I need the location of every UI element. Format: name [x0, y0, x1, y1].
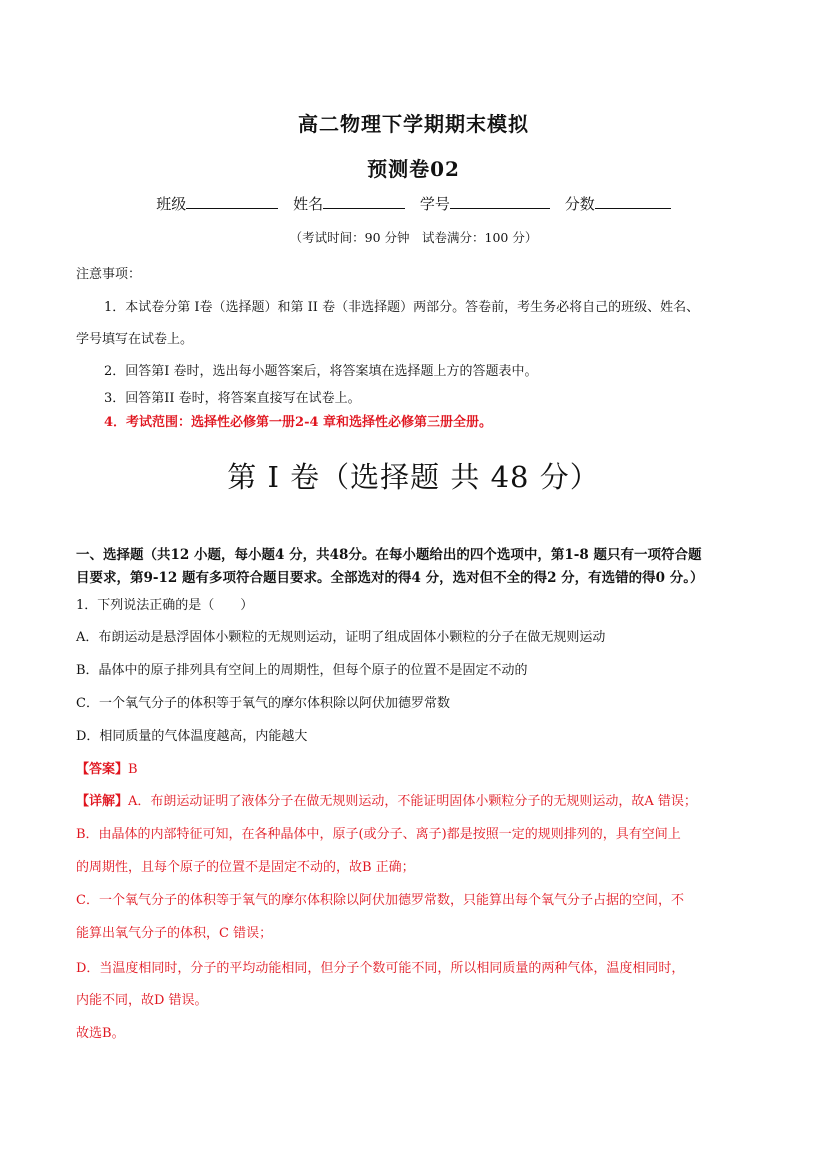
- note-4-exam-scope: 4．考试范围：选择性必修第一册2-4 章和选择性必修第三册全册。: [104, 415, 493, 430]
- class-blank: [186, 194, 278, 209]
- class-label: 班级: [156, 195, 187, 213]
- part1-instructions-continued: 目要求，第9-12 题有多项符合题目要求。全部选对的得4 分，选对但不全的得2 分，有选错的得0 分。）: [76, 570, 704, 586]
- answer-value: B: [128, 762, 138, 777]
- detail-a-line: [76, 790, 697, 809]
- question-1-option-a: A．布朗运动是悬浮固体小颗粒的无规则运动，证明了组成固体小颗粒的分子在做无规则运动: [76, 630, 606, 645]
- question-1-option-d: D．相同质量的气体温度越高，内能越大: [76, 729, 308, 744]
- conclusion-prefix: 故选: [76, 1026, 103, 1041]
- conclusion-line: [76, 1022, 125, 1041]
- question-1-option-c: C．一个氧气分子的体积等于氧气的摩尔体积除以阿伏加德罗常数: [76, 696, 450, 711]
- note-3: 3．回答第II 卷时，将答案直接写在试卷上。: [104, 391, 361, 406]
- detail-d: D．当温度相同时，分子的平均动能相同，但分子个数可能不同，所以相同质量的两种气体，温度相同时，: [76, 961, 685, 976]
- score-blank: [595, 194, 671, 209]
- section-title: 第 I 卷（选择题 共 48 分）: [227, 460, 600, 494]
- exam-subtitle: 预测卷02: [367, 157, 460, 181]
- note-1: 1．本试卷分第 I卷（选择题）和第 II 卷（非选择题）两部分。答卷前，考生务必将自己的班级、姓名、: [104, 300, 700, 315]
- note-2: 2．回答第I 卷时，选出每小题答案后，将答案填在选择题上方的答题表中。: [104, 364, 538, 379]
- exam-time-info: （考试时间：90 分钟 试卷满分：100 分）: [289, 230, 538, 245]
- student-id-blank: [450, 194, 550, 209]
- conclusion-value: B。: [102, 1026, 125, 1041]
- detail-label: 【详解】: [76, 794, 129, 809]
- student-id-label: 学号: [419, 195, 450, 213]
- name-blank: [323, 194, 405, 209]
- question-1-option-b: B．晶体中的原子排列具有空间上的周期性，但每个原子的位置不是固定不动的: [76, 663, 528, 678]
- note-1-continued: 学号填写在试卷上。: [76, 332, 194, 347]
- score-label: 分数: [564, 195, 595, 213]
- question-1-stem: 1．下列说法正确的是（ ）: [76, 598, 254, 613]
- name-label: 姓名: [293, 195, 324, 213]
- detail-c: C．一个氧气分子的体积等于氧气的摩尔体积除以阿伏加德罗常数，只能算出每个氧气分子占据的空间，不: [76, 893, 684, 908]
- answer-line: [76, 758, 138, 777]
- detail-b: B．由晶体的内部特征可知，在各种晶体中，原子(或分子、离子)都是按照一定的规则排列的，具有空间上: [76, 827, 681, 842]
- notes-heading: 注意事项：: [76, 267, 142, 282]
- detail-d-continued: 内能不同，故D 错误。: [76, 993, 208, 1008]
- exam-title: 高二物理下学期期末模拟: [298, 112, 529, 136]
- answer-label: 【答案】: [76, 762, 129, 777]
- part1-instructions: 一、选择题（共12 小题，每小题4 分，共48分。在每小题给出的四个选项中，第1-8 题只有一项符合题: [76, 547, 702, 563]
- detail-a: A．布朗运动证明了液体分子在做无规则运动，不能证明固体小颗粒分子的无规则运动，故A 错误；: [128, 794, 697, 809]
- student-info-line: [0, 193, 827, 214]
- detail-b-continued: 的周期性，且每个原子的位置不是固定不动的，故B 正确；: [76, 860, 415, 875]
- detail-c-continued: 能算出氧气分子的体积，C 错误；: [76, 926, 273, 941]
